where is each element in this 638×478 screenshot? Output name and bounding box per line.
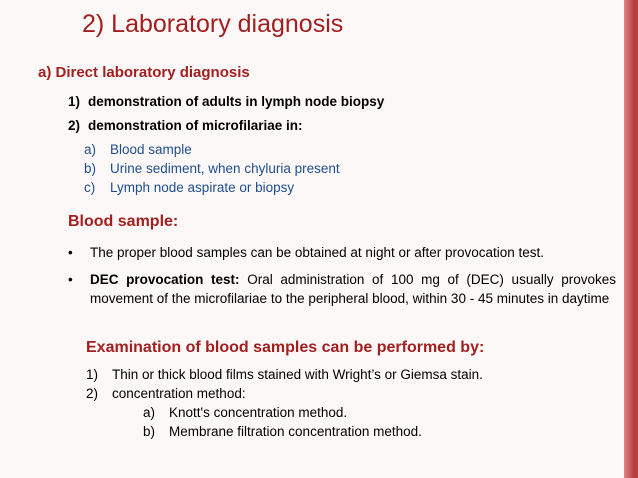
specimen-item-c-text: Lymph node aspirate or biopsy: [110, 180, 295, 195]
blood-bullet-2: [68, 270, 616, 308]
direct-item-1-text: demonstration of adults in lymph node biopsy: [88, 94, 385, 109]
blood-bullet-1-text: The proper blood samples can be obtained at night or after provocation test.: [90, 245, 545, 260]
direct-item-2: [68, 118, 303, 133]
method-item-b-letter: b): [143, 424, 156, 439]
dec-test-label: DEC provocation test:: [90, 272, 240, 287]
decorative-side-bar: [624, 0, 638, 478]
blood-sample-heading: Blood sample:: [68, 213, 179, 230]
dec-test-description: Oral administration of 100 mg of (DEC) usually provokes movement of the microfilariae to the peripheral blood, within 30 - 45 minutes in daytime: [90, 272, 617, 306]
examination-heading: Examination of blood samples can be performed by:: [86, 339, 485, 356]
bullet-dot-icon: •: [68, 245, 73, 260]
exam-item-2-number: 2): [86, 386, 99, 401]
specimen-item-c-letter: c): [84, 180, 96, 195]
method-item-a: [143, 405, 347, 420]
specimen-item-b-letter: b): [84, 161, 97, 176]
blood-bullet-2-body: [90, 270, 616, 308]
direct-item-2-text: demonstration of microfilariae in:: [88, 118, 303, 133]
specimen-item-b-text: Urine sediment, when chyluria present: [110, 161, 340, 176]
exam-item-2: [86, 386, 246, 401]
bullet-dot-icon: •: [68, 272, 73, 287]
direct-item-1: [68, 94, 384, 109]
method-item-a-letter: a): [143, 405, 156, 420]
specimen-item-c: [84, 180, 294, 195]
specimen-item-a: [84, 142, 192, 157]
blood-bullet-1: [68, 243, 616, 262]
method-item-b: [143, 424, 422, 439]
direct-item-2-number: 2): [68, 118, 81, 133]
method-item-a-text: Knott's concentration method.: [169, 405, 348, 420]
exam-item-1-number: 1): [86, 367, 99, 382]
specimen-item-a-text: Blood sample: [110, 142, 192, 157]
exam-item-1-text: Thin or thick blood films stained with Wright’s or Giemsa stain.: [112, 367, 483, 382]
exam-item-1: [86, 367, 483, 382]
specimen-item-b: [84, 161, 340, 176]
direct-item-1-number: 1): [68, 94, 81, 109]
method-item-b-text: Membrane filtration concentration method.: [169, 424, 422, 439]
direct-diagnosis-heading: a) Direct laboratory diagnosis: [38, 64, 250, 81]
specimen-item-a-letter: a): [84, 142, 97, 157]
exam-item-2-text: concentration method:: [112, 386, 246, 401]
slide-title: 2) Laboratory diagnosis: [82, 10, 344, 38]
